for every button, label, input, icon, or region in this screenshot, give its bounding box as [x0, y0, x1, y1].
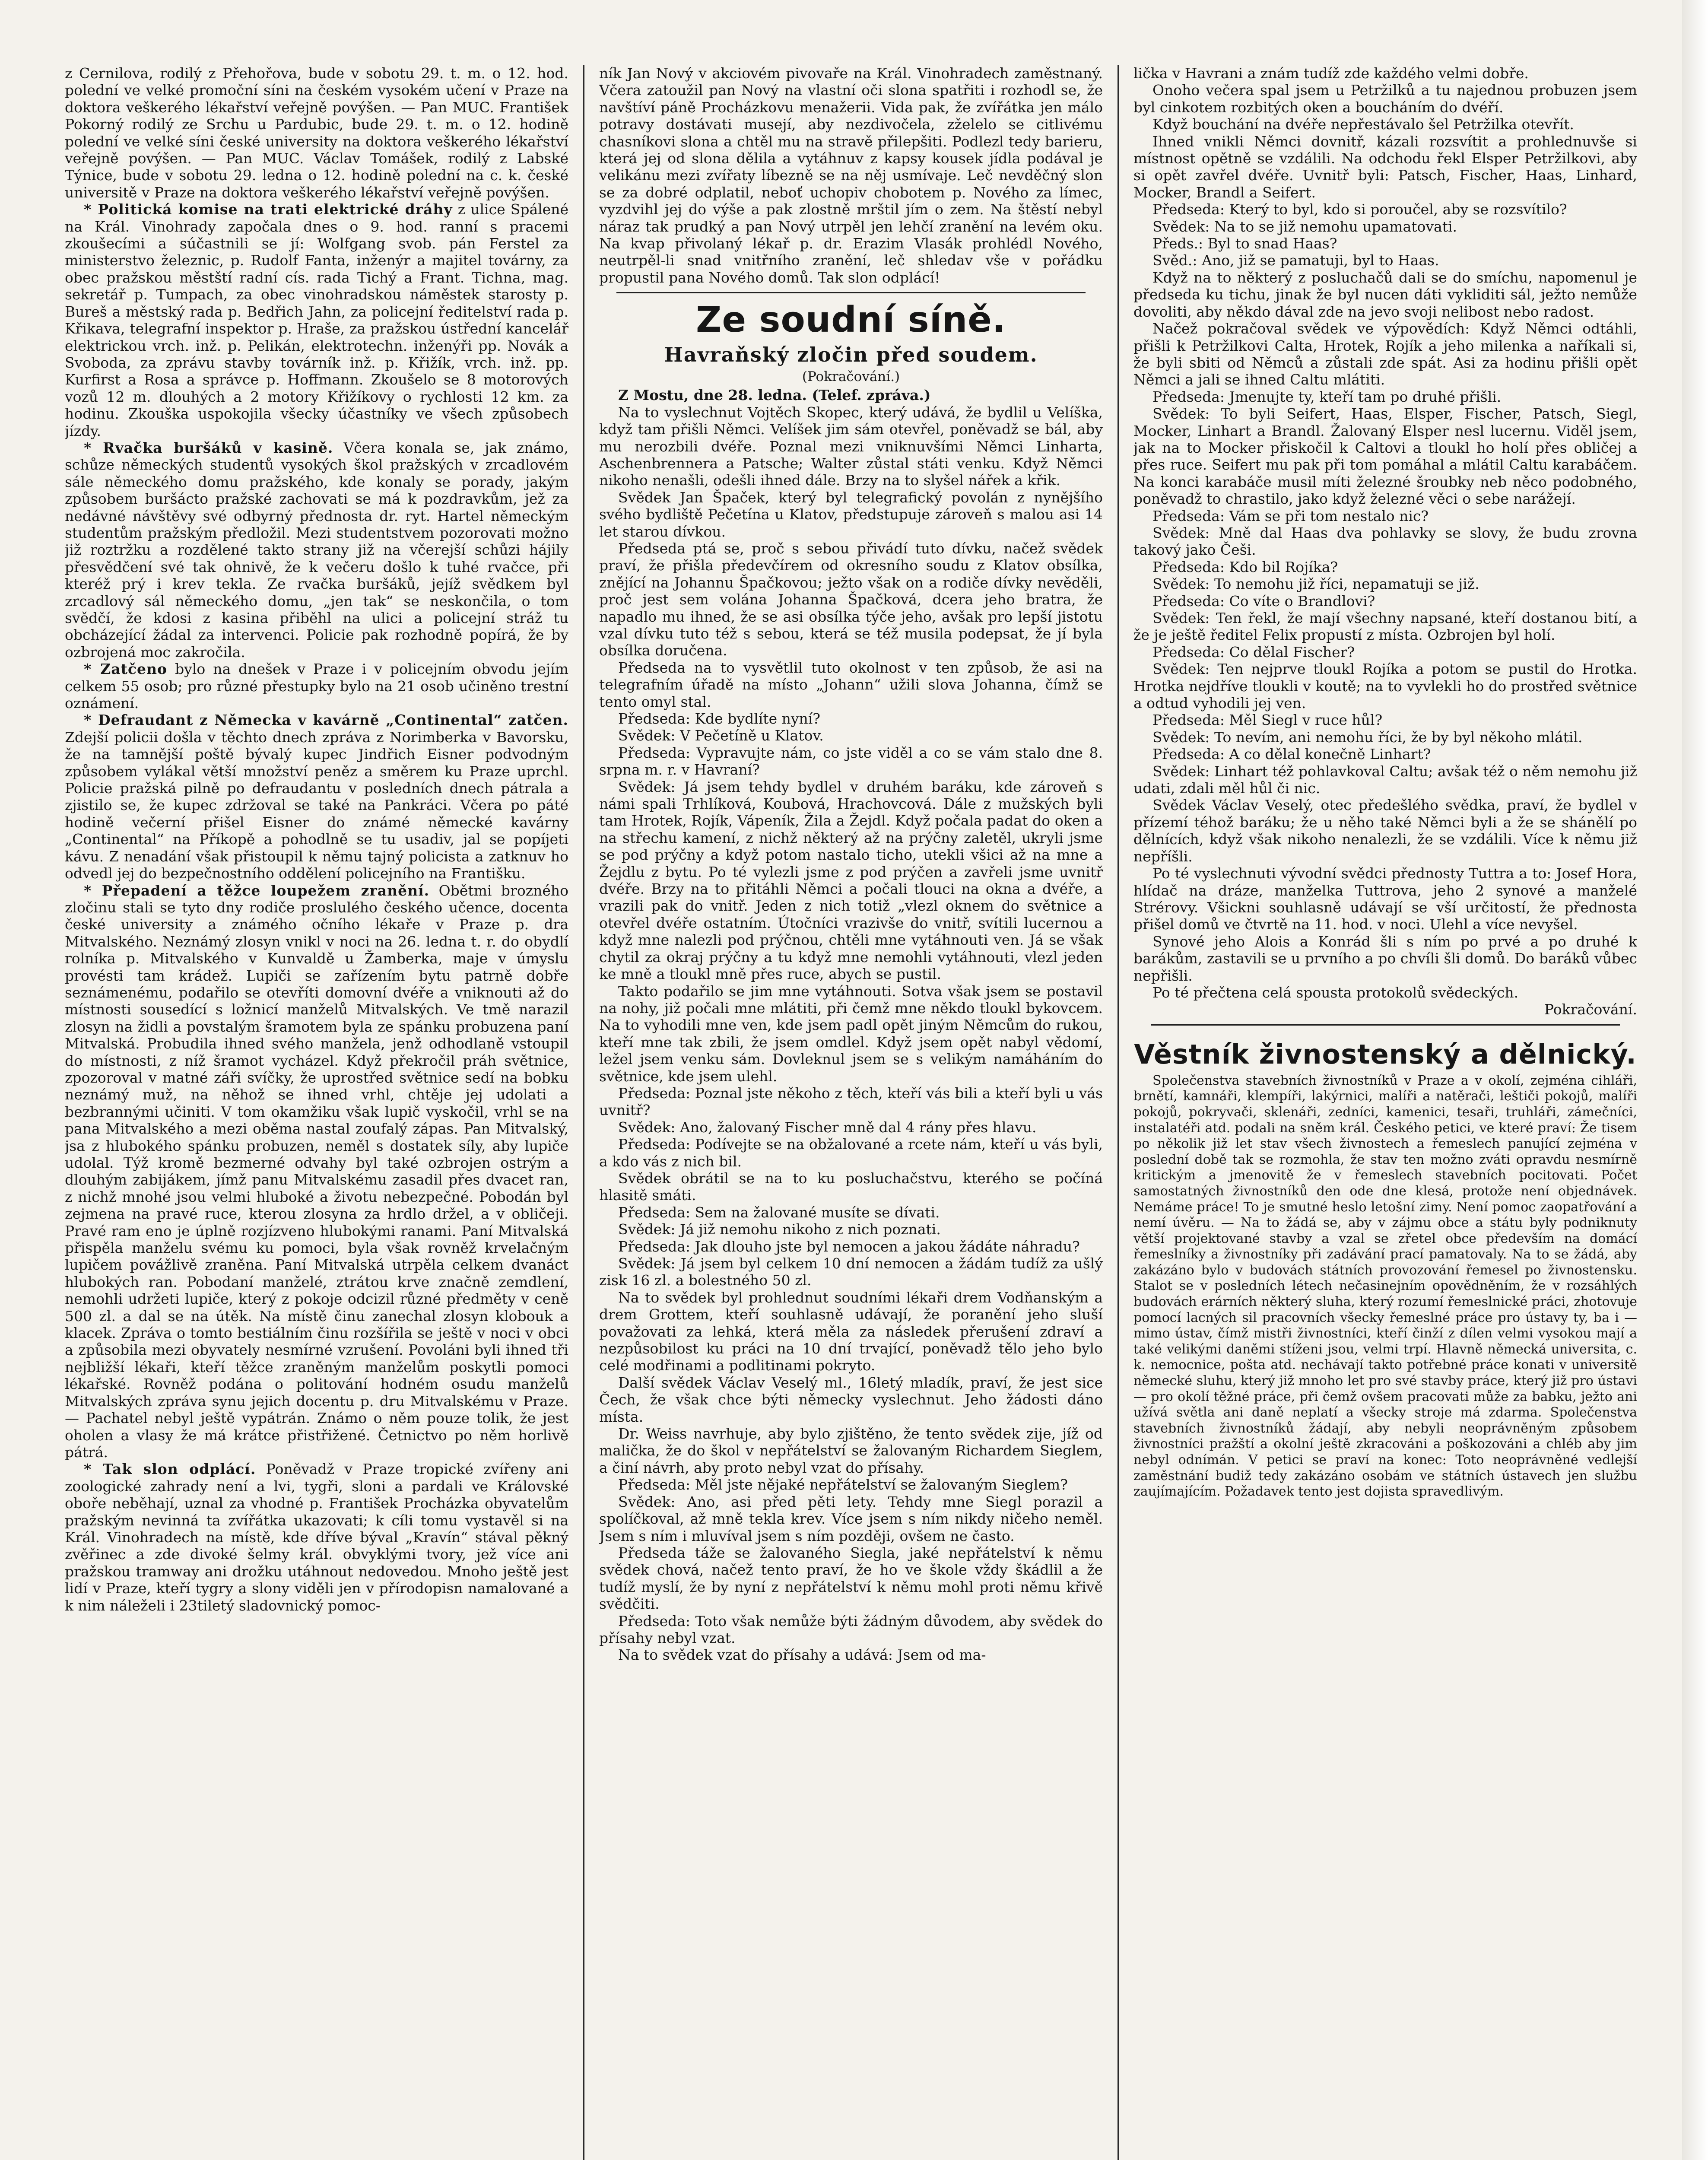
testimony-paragraph: Svědek: Ten nejprve tloukl Rojíka a potom se pustil do Hrotka. Hrotka nejdříve tloukli v koutě; na to vyvlekli ho do prostřed světnice a odtud vyhodili jej ven.: [1133, 661, 1637, 712]
article-heading: * Politická komise na trati elektrické dráhy: [84, 201, 453, 218]
article-body: bylo na dnešek v Praze i v policejním obvodu jejím celkem 55 osob; pro různé přestupky bylo na 21 osob učiněno trestní oznámení.: [65, 661, 568, 712]
column-3: [1133, 65, 1637, 2160]
dialogue-line: Svěd.: Ano, již se pamatuji, byl to Haas.: [1152, 252, 1439, 269]
dialogue-line: Svědek: Ano, žalovaný Fischer mně dal 4 rány přes hlavu.: [618, 1118, 1037, 1136]
dialogue-line: Předseda: Vám se při tom nestalo nic?: [1152, 507, 1429, 524]
article-body: ník Jan Nový v akciovém pivovaře na Král. Vinohradech zaměstnaný. Včera zatoužil pan Nový na vlastní oči slona spatřiti i rozhodl se, že navštíví páně Procházkovu menažerii. Vida pak, že zvířátka jen málo potravy dostávati musejí, aby nezdivočela, zželelo se citlivému chasníkovi slona a chtěl mu na stravě přilepšiti. Podlezl tedy barieru, která jej od slona dělila a vytáhnuv z kapsy kousek jídla podával je velikánu mezi zvířaty líbezně se na něj usmívaje. Leč nevděčný slon se za dobré odplatil, neboť uchopiv chobotem p. Nového za límec, vyzdvihl jej do výše a pak zlostně mrštil jím o zem. Na štěstí nebyl náraz tak prudký a pan Nový utrpěl jen lehčí zranění na levém oku. Na kvap přivolaný lékař p. dr. Erazim Vlasák prohlédl Nového, neutrpěl-li snad vnitřního zranění, leč shledav vše v pořádku propustil pana Nového domů. Tak slon odplácí!: [599, 65, 1103, 286]
dialogue-line: Předseda: Sem na žalované musíte se dívati.: [618, 1204, 940, 1221]
testimony-paragraph: Na to svědek vzat do přísahy a udává: Jsem od ma-: [618, 1646, 986, 1664]
dialogue-line: Předseda: Vypravujte nám, co jste viděl a co se vám stalo dne 8. srpna m. r. v Havraní?: [599, 744, 1103, 778]
article-heading: * Zatčeno: [84, 661, 168, 678]
testimony-paragraph: Dr. Weiss navrhuje, aby bylo zjištěno, že tento svědek zije, jíž od malička, že do škol v nepřátelství se žalovaným Richardem Sieglem, a činí návrh, aby proto nebyl vzat do přísahy.: [599, 1425, 1103, 1476]
divider: [616, 292, 1086, 293]
testimony-paragraph: Další svědek Václav Veselý ml., 16letý mladík, praví, že jest sice Čech, že však chce býti německy vyslechnut. Jeho žádosti dáno místa.: [599, 1374, 1103, 1425]
article-body: Zdejší policii došla v těchto dnech zpráva z Norimberka v Bavorsku, že na tamnější poště bývalý kupec Jindřich Eisner podvodným způsobem vylákal větší množství peněz a směrem ku Praze uprchl. Policie pražská pilně po defraudantu v posledních dnech pátrala a zjistilo se, že kupec zdržoval se také na Pankráci. Včera po páté hodině večerní přišel Eisner do známé německé kavárny „Continental“ na Příkopě a pohodlně se tu usadiv, jal se popíjeti kávu. Z nenadání však přistoupil k němu tajný policista a zatknuv ho odvedl jej do bezpečnostního oddělení policejního na Františku.: [65, 728, 568, 882]
dialogue-line: Svědek: Já již nemohu nikoho z nich poznati.: [618, 1221, 941, 1238]
graduation-notices: z Cernilova, rodilý z Přehořova, bude v sobotu 29. t. m. o 12. hod. polední ve velké promoční síni na českém vysokém učení v Praze na doktora veškerého lékařství veřejně povýšen. — Pan MUC. František Pokorný rodilý ze Srchu u Pardubic, bude 29. t. m. o 12. hodině polední ve velké síni české university na doktora veškerého lékařství veřejně povýšen. — Pan MUC. Václav Tomášek, rodilý z Labské Týnice, bude v sobotu 29. ledna o 12. hodině polední na c. k. české universitě v Praze na doktora veškerého lékařství veřejně povýšen.: [65, 65, 568, 201]
dialogue-line: Svědek: V Pečetíně u Klatov.: [618, 727, 824, 744]
dialogue-line: Předs.: Byl to snad Haas?: [1152, 235, 1337, 252]
article-body: Obětmi brozného zločinu stali se tyto dny rodiče proslulého českého učence, docenta české university a známého očního lékaře v Praze p. dra Mitvalského. Neznámý zlosyn vnikl v noci na 26. ledna t. r. do obydlí rolníka p. Mitvalského v Kunvaldě u Žamberka, maje v úmyslu provésti tam krádež. Lupiči se zařízením bytu patrně dobře seznámenému, podařilo se otevříti domovní dvéře a vniknouti až do místnosti sousedící s ložnicí manželů Mitvalských. Ve tmě narazil zlosyn na židli a povstalým šramotem byla ze spánku probuzena paní Mitvalská. Probudila ihned svého manžela, jenž odhodlaně vstoupil do místnosti, z níž šramot vycházel. Když překročil práh světnice, zpozoroval v matné záři svíčky, že uprostřed světnice sedí na bobku neznámý muž, na něhož se ihned vrhl, chtěje jej udolati a bezbrannými učiniti. V tom okamžiku však lupič vyskočil, vrhl se na pana Mitvalského a mezi oběma nastal zoufalý zápas. Pan Mitvalský, jsa z hlubokého spánku probuzen, neměl s dostatek síly, aby lupiče udolal. Týž kromě bezmerné odvahy byl také ozbrojen ostrým a dlouhým zabijákem, jímž panu Mitvalskému zasadil přes dvacet ran, z nichž mnohé jsou velmi hluboké a životu nebezpečné. Pobodán byl zejmena na pravé ruce, kterou zlosyna za hrdlo držel, a v obličeji. Pravé ram eno je úplně rozjízveno hlubokými ranami. Paní Mitvalská přispěla manželu svému ku pomoci, byla však rovněž krvelačným lupičem povážlivě zraněna. Paní Mitvalská utrpěla celkem dvanáct hlubokých ran. Pobodaní manželé, ztrátou krve značně zemdlení, nemohli udržeti lupiče, který z pokoje odcizil různé předměty v ceně 500 zl. a dal se na útěk. Na místě činu zanechal zlosyn klobouk a klacek. Zpráva o tomto bestiálním činu rozšířila se ještě v noci v obci a způsobila mezi obyvately nesmírné vzrušení. Povoláni byli ihned tři nejbližší lékaři, kteří těžce zraněným manželům poskytli pomoci lékařské. Rovněž podána o politování hodném osudu manželů Mitvalských zpráva synu jejich docentu p. dru Mitvalskému v Praze. — Pachatel nebyl ještě vypátrán. Známo o něm pouze tolik, že jest oholen a vlasy že má krátce přistřižené. Četnictvo po něm horlivě pátrá.: [65, 882, 568, 1461]
scan-edge: [1682, 0, 1708, 2160]
testimony-paragraph: Onoho večera spal jsem u Petržilků a tu najednou probuzen jsem byl cinkotem rozbitých oken a boucháním do dvéří.: [1133, 82, 1637, 116]
testimony-paragraph: lička v Havrani a znám tudíž zde každého velmi dobře.: [1133, 65, 1529, 82]
testimony-paragraph: Když na to některý z posluchačů dali se do smíchu, napomenul je předseda ku tichu, jinak že byl nucen dáti vykliditi sál, ježto nemůže dovoliti, aby někdo dával zde na jevo svoji nelibost nebo radost.: [1133, 269, 1637, 320]
testimony-paragraph: Svědek obrátil se na to ku posluchačstvu, kterého se počíná hlasitě smáti.: [599, 1169, 1103, 1204]
dialogue-line: Předseda: Kde bydlíte nyní?: [618, 710, 820, 727]
testimony-paragraph: Na to svědek byl prohlednut soudními lékaři drem Vodňanským a drem Grottem, kteří souhlasně udávají, že poranění jeho sluší považovati za lehká, která měla za následek přerušení zdraví a nezpůsobilost ku práci na 10 dní trvající, poněvadž tělo jeho bylo celé modřinami a podlitinami pokryto.: [599, 1289, 1103, 1374]
dialogue-line: Předseda: Toto však nemůže býti žádným důvodem, aby svědek do přísahy nebyl vzat.: [599, 1612, 1103, 1646]
dialogue-line: Předseda: Kdo bil Rojíka?: [1152, 558, 1338, 575]
continuation-note: Pokračování.: [1544, 1001, 1637, 1018]
article-headline: Havraňský zločin před soudem.: [664, 343, 1038, 367]
testimony-paragraph: Předseda na to vysvětlil tuto okolnost v ten způsob, že asi na telegrafním úřadě na místo „Johann“ užili slova Johanna, čímž se tento omyl stal.: [599, 659, 1103, 710]
article-heading: * Rvačka buršáků v kasině.: [84, 439, 333, 456]
dialogue-line: Předseda: Měl Siegl v ruce hůl?: [1152, 712, 1383, 729]
divider: [1151, 1024, 1620, 1026]
testimony-paragraph: Když bouchání na dvéře nepřestávalo šel Petržilka otevřít.: [1152, 116, 1574, 133]
testimony-paragraph: Předseda táže se žalovaného Siegla, jaké nepřátelství k němu svědek chová, načež tento praví, že ho ve škole vždy škádlil a že tudíž myslí, že by nyní z nepřátelství k němu mohl proti němu křivě svědčiti.: [599, 1544, 1103, 1613]
testimony-paragraph: Svědek: To byli Seifert, Haas, Elsper, Fischer, Patsch, Siegl, Mocker, Linhart a Brandl. Žalovaný Elsper nesl lucernu. Viděl jsem, jak na to Mocker přiskočil k Caltovi a tloukl ho holí přes obličej a přes ruce. Seifert mu pak při tom pomáhal a mlátil Caltu karabáčem. Na konci karabáče musil míti železné šroubky neb něco podobného, poněvadž to chrastilo, jako když železné věci o sebe narážejí.: [1133, 405, 1637, 508]
dialogue-line: Předseda: Co dělal Fischer?: [1152, 643, 1355, 661]
testimony-paragraph: Po té vyslechnuti vývodní svědci přednosty Tuttra a to: Josef Hora, hlídač na dráze, manželka Tuttrova, jeho 2 synové a manželé Strérovy. Všickni souhlasně udávají se vší určitostí, že přednosta přišel domů ve čtvrtě na 11. hod. v noci. Ulehl a více nevyšel.: [1133, 865, 1637, 933]
column-1: [65, 65, 568, 2160]
testimony-paragraph: Takto podařilo se jim mne vytáhnouti. Sotva však jsem se postavil na nohy, již počali mne mlátiti, při čemž mne někdo tloukl bykovcem. Na to vyhodili mne ven, kde jsem padl opět jiným Němcům do rukou, kteří mne tak zbili, že jsem omdlel. Když jsem opět nabyl vědomí, ležel jsem venku sám. Dovleknul jsem se s velikým namáháním do světnice, kde jsem ulehl.: [599, 982, 1103, 1085]
testimony-paragraph: Načež pokračoval svědek ve výpovědích: Když Němci odtáhli, přišli k Petržilkovi Caltа, Hrotek, Rojík a jeho milenka a naříkali si, že byli sbiti od Němců a zůstali zde spát. Asi za hodinu přišli opět Němci a jali se ihned Caltu mlátiti.: [1133, 320, 1637, 388]
testimony-paragraph: Synové jeho Alois a Konrád šli s ním po prvé a po druhé k barákům, zastavili se u prvního a po chvíli šli domů. Do baráků vůbec nepřišli.: [1133, 933, 1637, 984]
testimony-paragraph: Ihned vnikli Němci dovnitř, kázali rozsvítit a prohlednuvše si místnost opětně se vzdálili. Na odchodu řekl Elsper Petržilkovi, aby si opět zavřel dvéře. Uvnitř byli: Patsch, Fischer, Haas, Linhard, Mocker, Brandl a Seifert.: [1133, 133, 1637, 201]
dialogue-line: Předseda: Jmenujte ty, kteří tam po druhé přišli.: [1152, 388, 1502, 405]
article-heading: * Defraudant z Německa v kavárně „Continental“ zatčen.: [84, 712, 568, 729]
dialogue-line: Předseda: Poznal jste někoho z těch, kteří vás bili a kteří byli u vás uvnitř?: [599, 1084, 1103, 1119]
testimony-paragraph: Svědek Jan Špaček, který byl telegrafický povolán z nynějšího svého bydliště Pečetína u Klatov, předstupuje zároveň s malou asi 14 let starou dívkou.: [599, 489, 1103, 540]
dialogue-line: Předseda: Co víte o Brandlovi?: [1152, 592, 1375, 610]
dialogue-line: Předseda: Jak dlouho jste byl nemocen a jakou žádáte náhradu?: [618, 1238, 1080, 1255]
column-2: [599, 65, 1103, 2160]
testimony-paragraph: Předseda ptá se, proč s sebou přivádí tuto dívku, načež svědek praví, že přišla předevčírem od okresního soudu z Klatov obsílka, znějící na Johannu Špačkovou; ježto však on a rodiče dívky nevěděli, proč jest sem volána Johanna Špačková, dcera jeho bratra, že napadlo mu ihned, že se asi obsílka týče jeho, avšak pro lepší jistotu vzal dívku tuto též s sebou, která se též musila podepsat, že jí byla obsílka doručena.: [599, 540, 1103, 659]
dialogue-line: Předseda: Podívejte se na obžalované a rcete nám, kteří u vás byli, a kdo vás z nich bil.: [599, 1136, 1103, 1170]
testimony-paragraph: Svědek: Linhart též pohlavkoval Caltu; avšak též o něm nemohu již udati, zdali měl hůl či nic.: [1133, 762, 1637, 797]
article-body: z ulice Spálené na Král. Vinohrady započala dnes o 9. hod. ranní s pracemi zkoušecími a súčastnili se jí: Wolfgang svob. pán Ferstel za ministerstvo železnic, p. Rudolf Fanta, inženýr a majitel továrny, za obec pražskou městští radní cís. rada Tichý a Frant. Tichna, mag. sekretář p. Tumpach, za obec vinohradskou náměstek starosty p. Bureš a městský rada p. Bedřich Jahn, za policejní ředitelství rada p. Křikava, telegrafní inspektor p. Hraše, za pražskou ústřední kancelář elektrickou vrch. inž. p. Pelikán, elektrotechn. inženýři pp. Novák a Svoboda, za zprávu stavby továrník inž. p. Křižík, vrch. inž. pp. Kurfirst a Rosa a správce p. Hoffmann. Zkoušelo se 8 motorových vozů 12 m. dlouhých a 2 motory Křižíkovy o rychlosti 12 km. za hodinu. Zkouška uspokojila všecky účastníky ve všech způsobech jízdy.: [65, 201, 568, 439]
dialogue-line: Svědek: To nemohu již říci, nepamatuji se již.: [1152, 575, 1479, 593]
dialogue-line: Předseda: Který to byl, kdo si poroučel, aby se rozsvítilo?: [1152, 201, 1567, 218]
testimony-paragraph: Svědek: Ten řekl, že mají všechny napsané, kteří dostanou bití, a že je ještě ředitel Felix propustí z místa. Ozbrojen byl holí.: [1133, 610, 1637, 644]
dialogue-line: Svědek: Mně dal Haas dva pohlavky se slovy, že budu zrovna takový jako Češi.: [1133, 524, 1637, 559]
testimony-paragraph: Svědek: Já jsem tehdy bydlel v druhém baráku, kde zároveň s námi spali Trhlíková, Koubová, Hrachovcová. Dále z mužských byli tam Hrotek, Rojík, Vápeník, Žila a Žejdl. Když počala padat do oken a na střechu kamení, z nichž některý až na prýčny zaletěl, ukryli jsme se pod prýčny a když potom nastalo ticho, utekli všici až na mne a Žejdlu z bytu. Po té vylezli jsme z pod prýčen a zavřeli jsme uvnitř dvéře. Brzy na to přitáhli Němci a počali tlouci na okna a dvéře, a vrazili pak do vnitř. Jeden z nich totiž „vlezl oknem do světnice a otevřel dvéře ostatním. Útočníci vrazivše do vnitř, svítili lucernou a když mne nalezli pod prýčnou, chtěli mne vytáhnouti ven. Já se však chytil za okraj prýčny a tu když mne nemohli vytáhnouti, vlezl jeden ke mně a tloukl mně přes ruce, abych se pustil.: [599, 778, 1103, 983]
dialogue-line: Svědek: Já jsem byl celkem 10 dní nemocen a žádám tudíž za ušlý zisk 16 zl. a bolestného 50 zl.: [599, 1255, 1103, 1289]
testimony-paragraph: Po té přečtena celá spousta protokolů svědeckých.: [1152, 984, 1519, 1001]
section-headline: Ze soudní síně.: [696, 299, 1006, 341]
section-headline: Věstník živnostenský a dělnický.: [1134, 1038, 1637, 1070]
dialogue-line: Předseda: A co dělal konečně Linhart?: [1152, 746, 1431, 763]
dialogue-line: Svědek: Ano, asi před pěti lety. Tehdy mne Siegl porazil a spolíčkoval, až mně tekla krev. Více jsem s ním nikdy ničeho neměl. Jsem s ním i mluvíval jsem s ním později, ovšem ne často.: [599, 1493, 1103, 1544]
continuation-note: (Pokračování.): [802, 369, 900, 385]
article-heading: * Přepadení a těžce loupežem zranění.: [84, 882, 430, 899]
testimony-paragraph: Na to vyslechnut Vojtěch Skopec, který udává, že bydlil u Velíška, když tam přišli Němci. Velíšek jim sám otevřel, poněvadž se bál, aby mu nerozbili dvéře. Poznal mezi vniknuvšími Němci Linharta, Aschenbrennera a Patsche; Walter zůstal státi venku. Když Němci nikoho nenašli, odešli ihned dále. Brzy na to slyšel nářek a křik.: [599, 403, 1103, 489]
article-heading: * Tak slon odplácí.: [84, 1461, 256, 1478]
testimony-paragraph: Svědek Václav Veselý, otec předešlého svědka, praví, že bydlel v přízemí téhož baráku; že u něho také Němci byli a že se shánělí po dělnících, když však nikoho nenalezli, že se vzdálili. Více k němu již nepříšli.: [1133, 797, 1637, 865]
column-rule: [583, 65, 584, 2160]
dateline: Z Mostu, dne 28. ledna. (Telef. zpráva.): [618, 387, 931, 404]
article-body: Poněvadž v Praze tropické zvířeny ani zoologické zahrady není a lvi, tygři, sloni a pardali ve Královské oboře neběhají, uznal za vhodné p. František Procházka obyvatelům pražským nevinná ta zvířátka ukazovati; k cíli tomu vystavěl si na Král. Vinohradech na místě, kde dříve býval „Kravín“ stával pěkný zvěřinec a zde divoké šelmy král. obvyklými tvory, jež více ani pražskou tramway ani drožku utáhnout nedovedou. Mnoho ještě jest lidí v Praze, kteří tygry a slony viděli jen v přírodopisn namalované a k nim náleželi i 23tiletý sladovnický pomoc-: [65, 1461, 568, 1614]
article-body: Včera konala se, jak známo, schůze německých studentů vysokých škol pražských v zrcadlovém sále německého domu pražského, kde konaly se porady, jakým způsobem buršácto pražské zachovati se má k pozdravkům, jež za nedávné návštěvy své odbyrný přednosta dr. ryt. Hartel německým studentům pražským předložil. Mezi studentstvem pozorovati možno již roztržku a rozdělené takto strany již na včerejší schůzi hájily přesvědčení své tak ohnivě, že k večeru došlo k tuhé rvačce, při kteréž prý i krev tekla. Ze rvačka buršáků, jejíž svědkem byl zrcadlový sál německého domu, „jen tak“ se neskončila, o tom svědčí, že kdosi z kasina přiběhl na ulici a policejní stráž tu obcházející žádal za intervenci. Policie pak rozhodně popírá, že by ozbrojená moc zakročila.: [65, 439, 568, 661]
article-body: Společenstva stavebních živnostníků v Praze a v okolí, zejména cihláři, brnětí, kamnáři, klempíři, lakýrnici, malíři a natěrači, leštiči pokojů, malíři pokojů, pokryvači, sklenáři, zedníci, kamenici, tesaři, truhláři, zámečníci, instalatéři atd. podali na sněm král. Českého petici, ve které praví: Že tisem po několik již let stav všech živnostech a řemeslech panující zejména v poslední době tak se rozmohla, že stav ten možno zváti opravdu nesmírně kritickým a jmenovitě že v řemeslech stavebních pocitovati. Počet samostatných živnostníků den ode dne klesá, protože není objednávek. Nemáme práce! To je smutné heslo letošní zimy. Není pomoc zaopatřování a nemí úvěru. — Na to žádá se, aby v zájmu obce a státu byly podniknuty větší projektované stavby a vzal se zřetel obce především na domácí řemeslníky a živnostníky při zadávání prací pamatovaly. Na to se žádá, aby zakázáno bylo v budovách státních provozování řemesel po živnostensku. Stalot se v posledních létech nečasinejním opovědněním, že v rozsáhlých budovách erárních některý sluha, který rozumí řemeslnické práci, zhotovuje pomocí lacných sil pracovních všecky řemeslné práce pro ústavy ty, ba i — mimo ústav, čímž mistři živnostníci, kteří činží z dílen velmi vysokou mají a také velikými daněmi stíženi jsou, velmi trpí. Hlavně německá universita, c. k. nemocnice, pošta atd. nechávají takto potřebné práce konati v universitě německé sluhu, který již mnoho let pro své stavby práce, který již pro ústavi — pro okolí těžné práce, při čemž ovšem pracovati může za babku, ježto ani užívá světla ani daně neplatí a všecky stroje má zdarma. Společenstva stavebních živnostníků žádají, aby nebyli neoprávněným způsobem živnostníci pražští a okolní ještě zkracováni a poškozováni a chléb aby jim nebyl odnímán. V petici se praví na konec: Toto neoprávněné vedlejší zaměstnání budiž tedy zakázáno osobám ve státních ústavech jen službu zaujímajícím. Požadavek tento jest dojista spravedlivým.: [1133, 1073, 1637, 1499]
newspaper-page: [65, 65, 1637, 2160]
dialogue-line: Svědek: To nevím, ani nemohu říci, že by byl někoho mlátil.: [1152, 728, 1583, 746]
column-rule: [1118, 65, 1119, 2160]
dialogue-line: Svědek: Na to se již nemohu upamatovati.: [1152, 218, 1457, 235]
dialogue-line: Předseda: Měl jste nějaké nepřátelství se žalovaným Sieglem?: [618, 1476, 1068, 1493]
